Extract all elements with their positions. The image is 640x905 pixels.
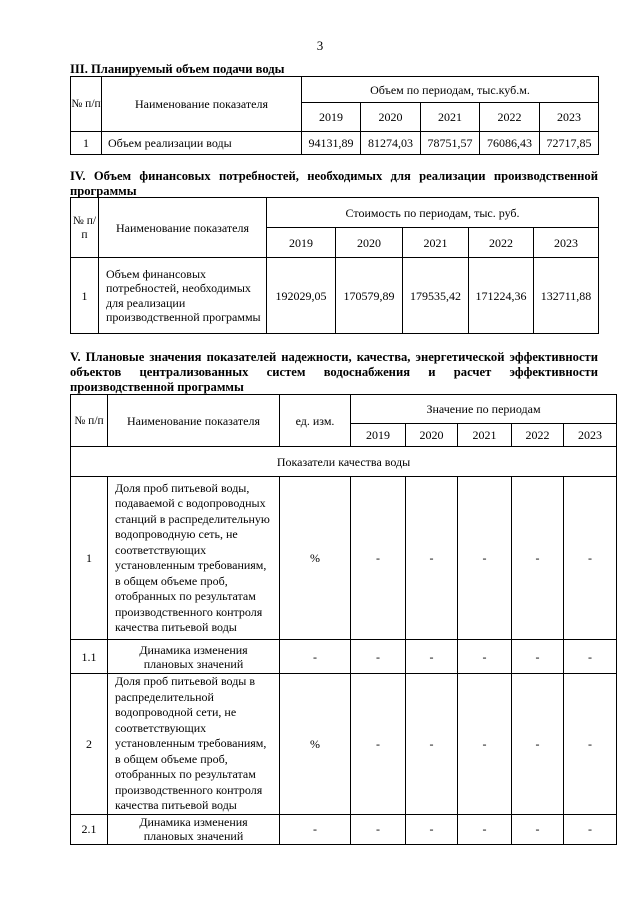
unit-cell: % bbox=[280, 477, 351, 640]
value-cell: 78751,57 bbox=[421, 132, 480, 155]
value-cell: - bbox=[406, 814, 458, 844]
value-cell: - bbox=[406, 640, 458, 674]
year-header: 2019 bbox=[351, 424, 406, 447]
column-header-name: Наименование показателя bbox=[99, 198, 267, 258]
value-cell: - bbox=[512, 814, 564, 844]
year-header: 2022 bbox=[512, 424, 564, 447]
table-row bbox=[71, 814, 617, 844]
value-cell: - bbox=[351, 814, 406, 844]
value-cell: - bbox=[512, 674, 564, 815]
column-header-number: № п/п bbox=[71, 77, 102, 132]
table-row bbox=[71, 258, 599, 334]
value-cell: - bbox=[564, 814, 617, 844]
value-cell: 72717,85 bbox=[540, 132, 599, 155]
unit-cell: - bbox=[280, 814, 351, 844]
value-cell: - bbox=[458, 814, 512, 844]
row-number: 1 bbox=[71, 258, 99, 334]
year-header: 2022 bbox=[469, 228, 534, 258]
value-cell: - bbox=[406, 674, 458, 815]
year-header: 2020 bbox=[336, 228, 403, 258]
value-cell: 170579,89 bbox=[336, 258, 403, 334]
table-row bbox=[71, 674, 617, 815]
value-cell: - bbox=[458, 674, 512, 815]
column-header-number: № п/п bbox=[71, 395, 108, 447]
value-cell: 179535,42 bbox=[403, 258, 469, 334]
column-header-unit: ед. изм. bbox=[280, 395, 351, 447]
column-header-name: Наименование показателя bbox=[108, 395, 280, 447]
year-header: 2020 bbox=[361, 103, 421, 132]
value-cell: - bbox=[512, 640, 564, 674]
value-cell: - bbox=[458, 640, 512, 674]
section-5-title: V. Плановые значения показателей надежности, качества, энергетической эффективности объектов централизованных систем водоснабжения и расчет эффективности производственной программы bbox=[70, 350, 598, 394]
row-number: 2.1 bbox=[71, 814, 108, 844]
unit-cell: - bbox=[280, 640, 351, 674]
year-header: 2022 bbox=[480, 103, 540, 132]
year-header: 2019 bbox=[302, 103, 361, 132]
value-cell: - bbox=[564, 640, 617, 674]
year-header: 2023 bbox=[540, 103, 599, 132]
column-header-periods: Значение по периодам bbox=[351, 395, 617, 424]
financial-needs-table bbox=[70, 197, 599, 334]
value-cell: 171224,36 bbox=[469, 258, 534, 334]
column-header-name: Наименование показателя bbox=[102, 77, 302, 132]
value-cell: - bbox=[512, 477, 564, 640]
value-cell: 94131,89 bbox=[302, 132, 361, 155]
row-name: Доля проб питьевой воды в распределительной водопроводной сети, не соответствующих установленным требованиям, в общем объеме проб, отобранных по результатам производственного контроля качества питьевой воды bbox=[108, 674, 280, 815]
row-number: 1 bbox=[71, 477, 108, 640]
water-supply-table bbox=[70, 76, 599, 155]
row-number: 1.1 bbox=[71, 640, 108, 674]
value-cell: - bbox=[351, 477, 406, 640]
section-4-title: IV. Объем финансовых потребностей, необходимых для реализации производственной программы bbox=[70, 169, 598, 198]
value-cell: 81274,03 bbox=[361, 132, 421, 155]
row-name: Динамика изменения плановых значений bbox=[108, 640, 280, 674]
value-cell: - bbox=[564, 477, 617, 640]
section-3-title: III. Планируемый объем подачи воды bbox=[70, 62, 285, 76]
value-cell: - bbox=[351, 674, 406, 815]
value-cell: 132711,88 bbox=[534, 258, 599, 334]
year-header: 2023 bbox=[564, 424, 617, 447]
table-row bbox=[71, 477, 617, 640]
table-row bbox=[71, 640, 617, 674]
unit-cell: % bbox=[280, 674, 351, 815]
row-name: Доля проб питьевой воды, подаваемой с водопроводных станций в распределительную водопроводную сеть, не соответствующих установленным требованиям, в общем объеме проб, отобранных по результатам производственного контроля качества питьевой воды bbox=[108, 477, 280, 640]
row-name: Объем финансовых потребностей, необходимых для реализации производственной программы bbox=[99, 258, 267, 334]
year-header: 2020 bbox=[406, 424, 458, 447]
value-cell: - bbox=[458, 477, 512, 640]
value-cell: - bbox=[406, 477, 458, 640]
column-header-number: № п/п bbox=[71, 198, 99, 258]
year-header: 2019 bbox=[267, 228, 336, 258]
page-number: 3 bbox=[316, 38, 324, 53]
row-name: Объем реализации воды bbox=[102, 132, 302, 155]
column-header-periods: Объем по периодам, тыс.куб.м. bbox=[302, 77, 599, 103]
row-number: 2 bbox=[71, 674, 108, 815]
value-cell: - bbox=[351, 640, 406, 674]
year-header: 2021 bbox=[403, 228, 469, 258]
row-name: Динамика изменения плановых значений bbox=[108, 814, 280, 844]
row-number: 1 bbox=[71, 132, 102, 155]
value-cell: 76086,43 bbox=[480, 132, 540, 155]
year-header: 2023 bbox=[534, 228, 599, 258]
group-header: Показатели качества воды bbox=[71, 447, 617, 477]
column-header-periods: Стоимость по периодам, тыс. руб. bbox=[267, 198, 599, 228]
quality-indicators-table bbox=[70, 394, 617, 845]
value-cell: 192029,05 bbox=[267, 258, 336, 334]
year-header: 2021 bbox=[421, 103, 480, 132]
year-header: 2021 bbox=[458, 424, 512, 447]
value-cell: - bbox=[564, 674, 617, 815]
table-row bbox=[71, 132, 599, 155]
